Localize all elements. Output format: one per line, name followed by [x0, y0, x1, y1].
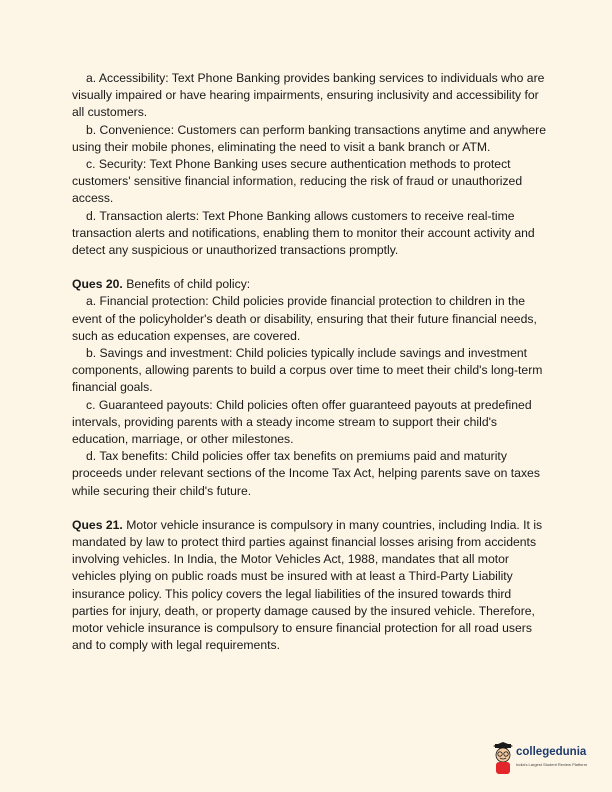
- question-21-text: Motor vehicle insurance is compulsory in many countries, including India. It is mandated by law to protect third parties against financial losses arising from accidents involving vehicles. In India, the Motor Vehicles Act, 1988, mandates that all motor vehicles plying on public roads must be insured with at least a Third-Party Liability insurance policy. This policy covers the legal liabilities of the insured towards third parties for injury, death, or property damage caused by the insured vehicle. Therefore, motor vehicle insurance is compulsory to ensure financial protection for all road users and to comply with legal requirements.: [72, 517, 543, 653]
- question-20-heading: [72, 276, 550, 293]
- guaranteed-payouts-paragraph: c. Guaranteed payouts: Child policies often offer guaranteed payouts at predefined intervals, providing parents with a steady income stream to support their child's education, marriage, or other milestones.: [72, 397, 532, 447]
- tax-benefits-paragraph: d. Tax benefits: Child policies offer tax benefits on premiums paid and maturity proceeds under relevant sections of the Income Tax Act, helping parents save on taxes while securing their child's future.: [72, 449, 540, 498]
- financial-protection-paragraph: a. Financial protection: Child policies provide financial protection to children in the event of the policyholder's death or disability, ensuring that their future financial needs, such as education expenses, are covered.: [72, 294, 537, 343]
- savings-investment-paragraph: b. Savings and investment: Child policies typically include savings and investment components, allowing parents to build a corpus over time to meet their child's long-term financial goals.: [72, 346, 543, 395]
- student-mascot-icon: [492, 742, 514, 776]
- transaction-alerts-paragraph: d. Transaction alerts: Text Phone Banking allows customers to receive real-time transaction alerts and notifications, enabling them to monitor their account activity and detect any suspicious or unauthorized transactions promptly.: [72, 208, 535, 258]
- collegedunia-logo: [492, 740, 602, 780]
- accessibility-paragraph: a. Accessibility: Text Phone Banking provides banking services to individuals who are visually impaired or have hearing impairments, ensuring inclusivity and accessibility for all customers.: [72, 71, 545, 120]
- spacer: [72, 259, 550, 276]
- question-20-label: Ques 20.: [72, 277, 123, 292]
- logo-wordmark: collegedunia: [516, 746, 587, 758]
- question-20-title: Benefits of child policy:: [122, 277, 251, 292]
- security-paragraph: c. Security: Text Phone Banking uses secure authentication methods to protect customers' sensitive financial information, reducing the risk of fraud or unauthorized access.: [72, 157, 523, 206]
- spacer: [72, 500, 550, 517]
- document-body: [72, 70, 550, 655]
- question-21-paragraph: [72, 517, 550, 655]
- question-21-label: Ques 21.: [72, 517, 123, 532]
- logo-tagline: India's Largest Student Review Platform: [516, 762, 588, 767]
- convenience-paragraph: b. Convenience: Customers can perform banking transactions anytime and anywhere using their mobile phones, eliminating the need to visit a bank branch or ATM.: [72, 122, 546, 154]
